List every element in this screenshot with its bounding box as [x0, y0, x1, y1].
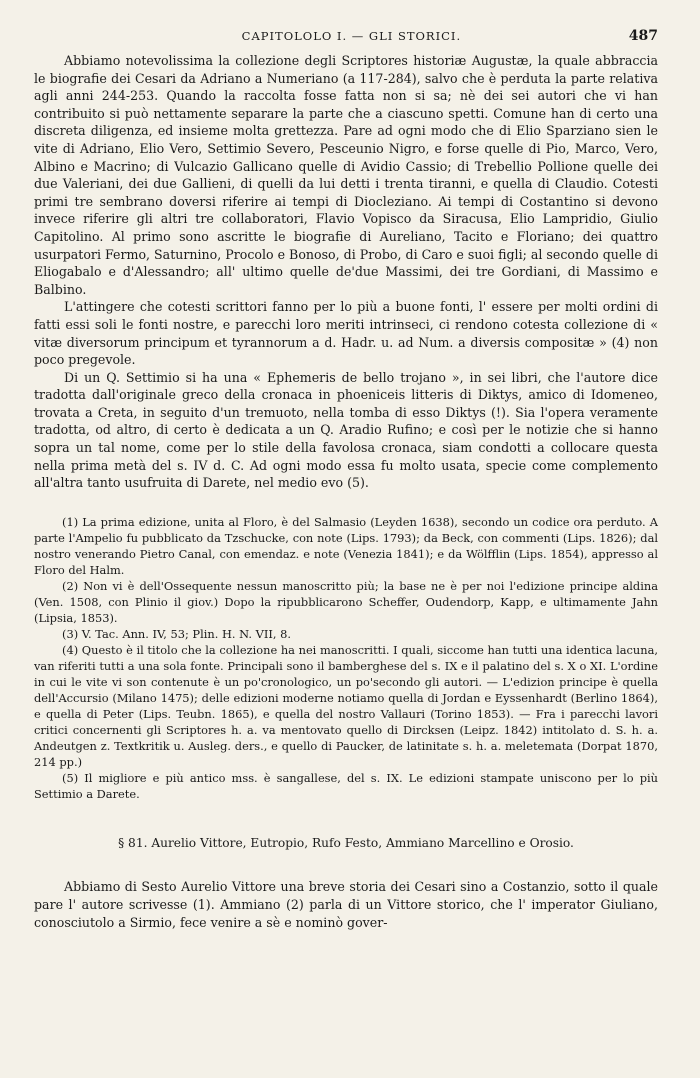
footnote: (1) La prima edizione, unita al Floro, è del Salmasio (Leyden 1638), secondo un codice ora perduto. A parte l'Ampelio fu pubblicato da Tzschucke, con note (Lips. 1793); da Beck, con commenti (Lips. 1826); dal nostro venerando Pietro Canal, con emendaz. e note (Venezia 1841); e da Wölfflin (Lips. 1854), appresso al Floro del Halm.: [34, 514, 658, 577]
footnote: (3) V. Tac. Ann. IV, 53; Plin. H. N. VII, 8.: [62, 626, 291, 641]
running-header: [34, 28, 658, 50]
paragraph: Abbiamo notevolissima la collezione degli Scriptores historiæ Augustæ, la quale abbraccia le biografie dei Cesari da Adriano a Numeriano (a 117-284), salvo che è perduta la parte relativa agli anni 244-253. Quando la raccolta fosse fatta non si sa; nè dei sei autori che vi han contribuito si può nettamente separare la parte che a ciascuno spetti. Comune han di certo una discreta diligenza, ed insieme molta grettezza. Pare ad ogni modo che di Elio Sparziano sien le vite di Adriano, Elio Vero, Settimio Severo, Pesceunio Nigro, e forse quelle di Pio, Marco, Vero, Albino e Macrino; di Vulcazio Gallicano quelle di Avidio Cassio; di Trebellio Pollione quelle dei due Valeriani, dei due Gallieni, di quelli da lui detti i trenta tiranni, e quella di Claudio. Cotesti primi tre sembrano doversi riferire ai tempi di Diocleziano. Ai tempi di Costantino si devono invece riferire gli altri tre collaboratori, Flavio Vopisco da Siracusa, Elio Lampridio, Giulio Capitolino. Al primo sono ascritte le biografie di Aureliano, Tacito e Floriano; dei quattro usurpatori Fermo, Saturnino, Procolo e Bonoso, di Probo, di Caro e suoi figli; al secondo quelle di Eliogabalo e d'Alessandro; all' ultimo quelle de'due Massimi, dei tre Gordiani, di Massimo e Balbino.: [34, 53, 658, 297]
footnotes: [34, 514, 658, 802]
footnote: (5) Il migliore e più antico mss. è sangallese, del s. IX. Le edizioni stampate uniscono per lo più Settimio a Darete.: [34, 770, 658, 801]
paragraph: L'attingere che cotesti scrittori fanno per lo più a buone fonti, l' essere per molti ordini di fatti essi soli le fonti nostre, e parecchi loro meriti intrinseci, ci rendono cotesta collezione di « vitæ diversorum principum et tyrannorum a d. Hadr. u. ad Num. a diversis compositæ » (4) non poco pregevole.: [34, 299, 658, 368]
main-text: [34, 52, 658, 492]
footnote: (4) Questo è il titolo che la collezione ha nei manoscritti. I quali, siccome han tutti una identica lacuna, van riferiti tutti a una sola fonte. Principali sono il bamberghese del s. IX e il palatino del s. X o XI. L'ordine in cui le vite vi son contenute è un po'cronologico, un po'secondo gli autori. — L'edizion principe è quella dell'Accursio (Milano 1475); delle edizioni moderne notiamo quella di Jordan e Eyssenhardt (Berlino 1864), e quella di Peter (Lips. Teubn. 1865), e quella del nostro Vallauri (Torino 1853). — Fra i parecchi lavori critici concernenti gli Scriptores h. a. va mentovato quello di Dircksen (Leipz. 1842) intitolato d. S. h. a. Andeutgen z. Textkritik u. Ausleg. ders., e quello di Paucker, de latinitate s. h. a. meletemata (Dorpat 1870, 214 pp.): [34, 642, 658, 769]
page-number: 487: [628, 28, 658, 44]
section-text: [34, 878, 658, 932]
paragraph: Abbiamo di Sesto Aurelio Vittore una breve storia dei Cesari sino a Costanzio, sotto il quale pare l' autore scrivesse (1). Ammiano (2) parla di un Vittore storico, che l' imperator Giuliano, conosciutolo a Sirmio, fece venire a sè e nominò gover-: [34, 878, 658, 930]
section-heading: § 81. Aurelio Vittore, Eutropio, Rufo Festo, Ammiano Marcellino e Orosio.: [118, 835, 574, 850]
paragraph: Di un Q. Settimio si ha una « Ephemeris de bello trojano », in sei libri, che l'autore dice tradotta dall'originale greco della cronaca in phoeniceis litteris di Diktys, amico di Idomeneo, trovata a Creta, in seguito d'un tremuoto, nella tomba di esso Diktys (!). Sia l'opera veramente tradotta, od altro, di certo è dedicata a un Q. Aradio Rufino; e così per le notizie che si hanno sopra un tal nome, come per lo stile della favolosa cronaca, siam condotti a collocare questa nella prima metà del s. IV d. C. Ad ogni modo essa fu molto usata, specie come complemento all'altra tanto usufruita di Darete, nel medio evo (5).: [34, 369, 658, 491]
running-title: CAPITOLOLO I. — GLI STORICI.: [241, 29, 462, 43]
footnote: (2) Non vi è dell'Ossequente nessun manoscritto più; la base ne è per noi l'edizione principe aldina (Ven. 1508, con Plinio il giov.) Dopo la ripubblicarono Scheffer, Oudendorp, Kapp, e ultimamente Jahn (Lipsia, 1853).: [34, 578, 658, 625]
